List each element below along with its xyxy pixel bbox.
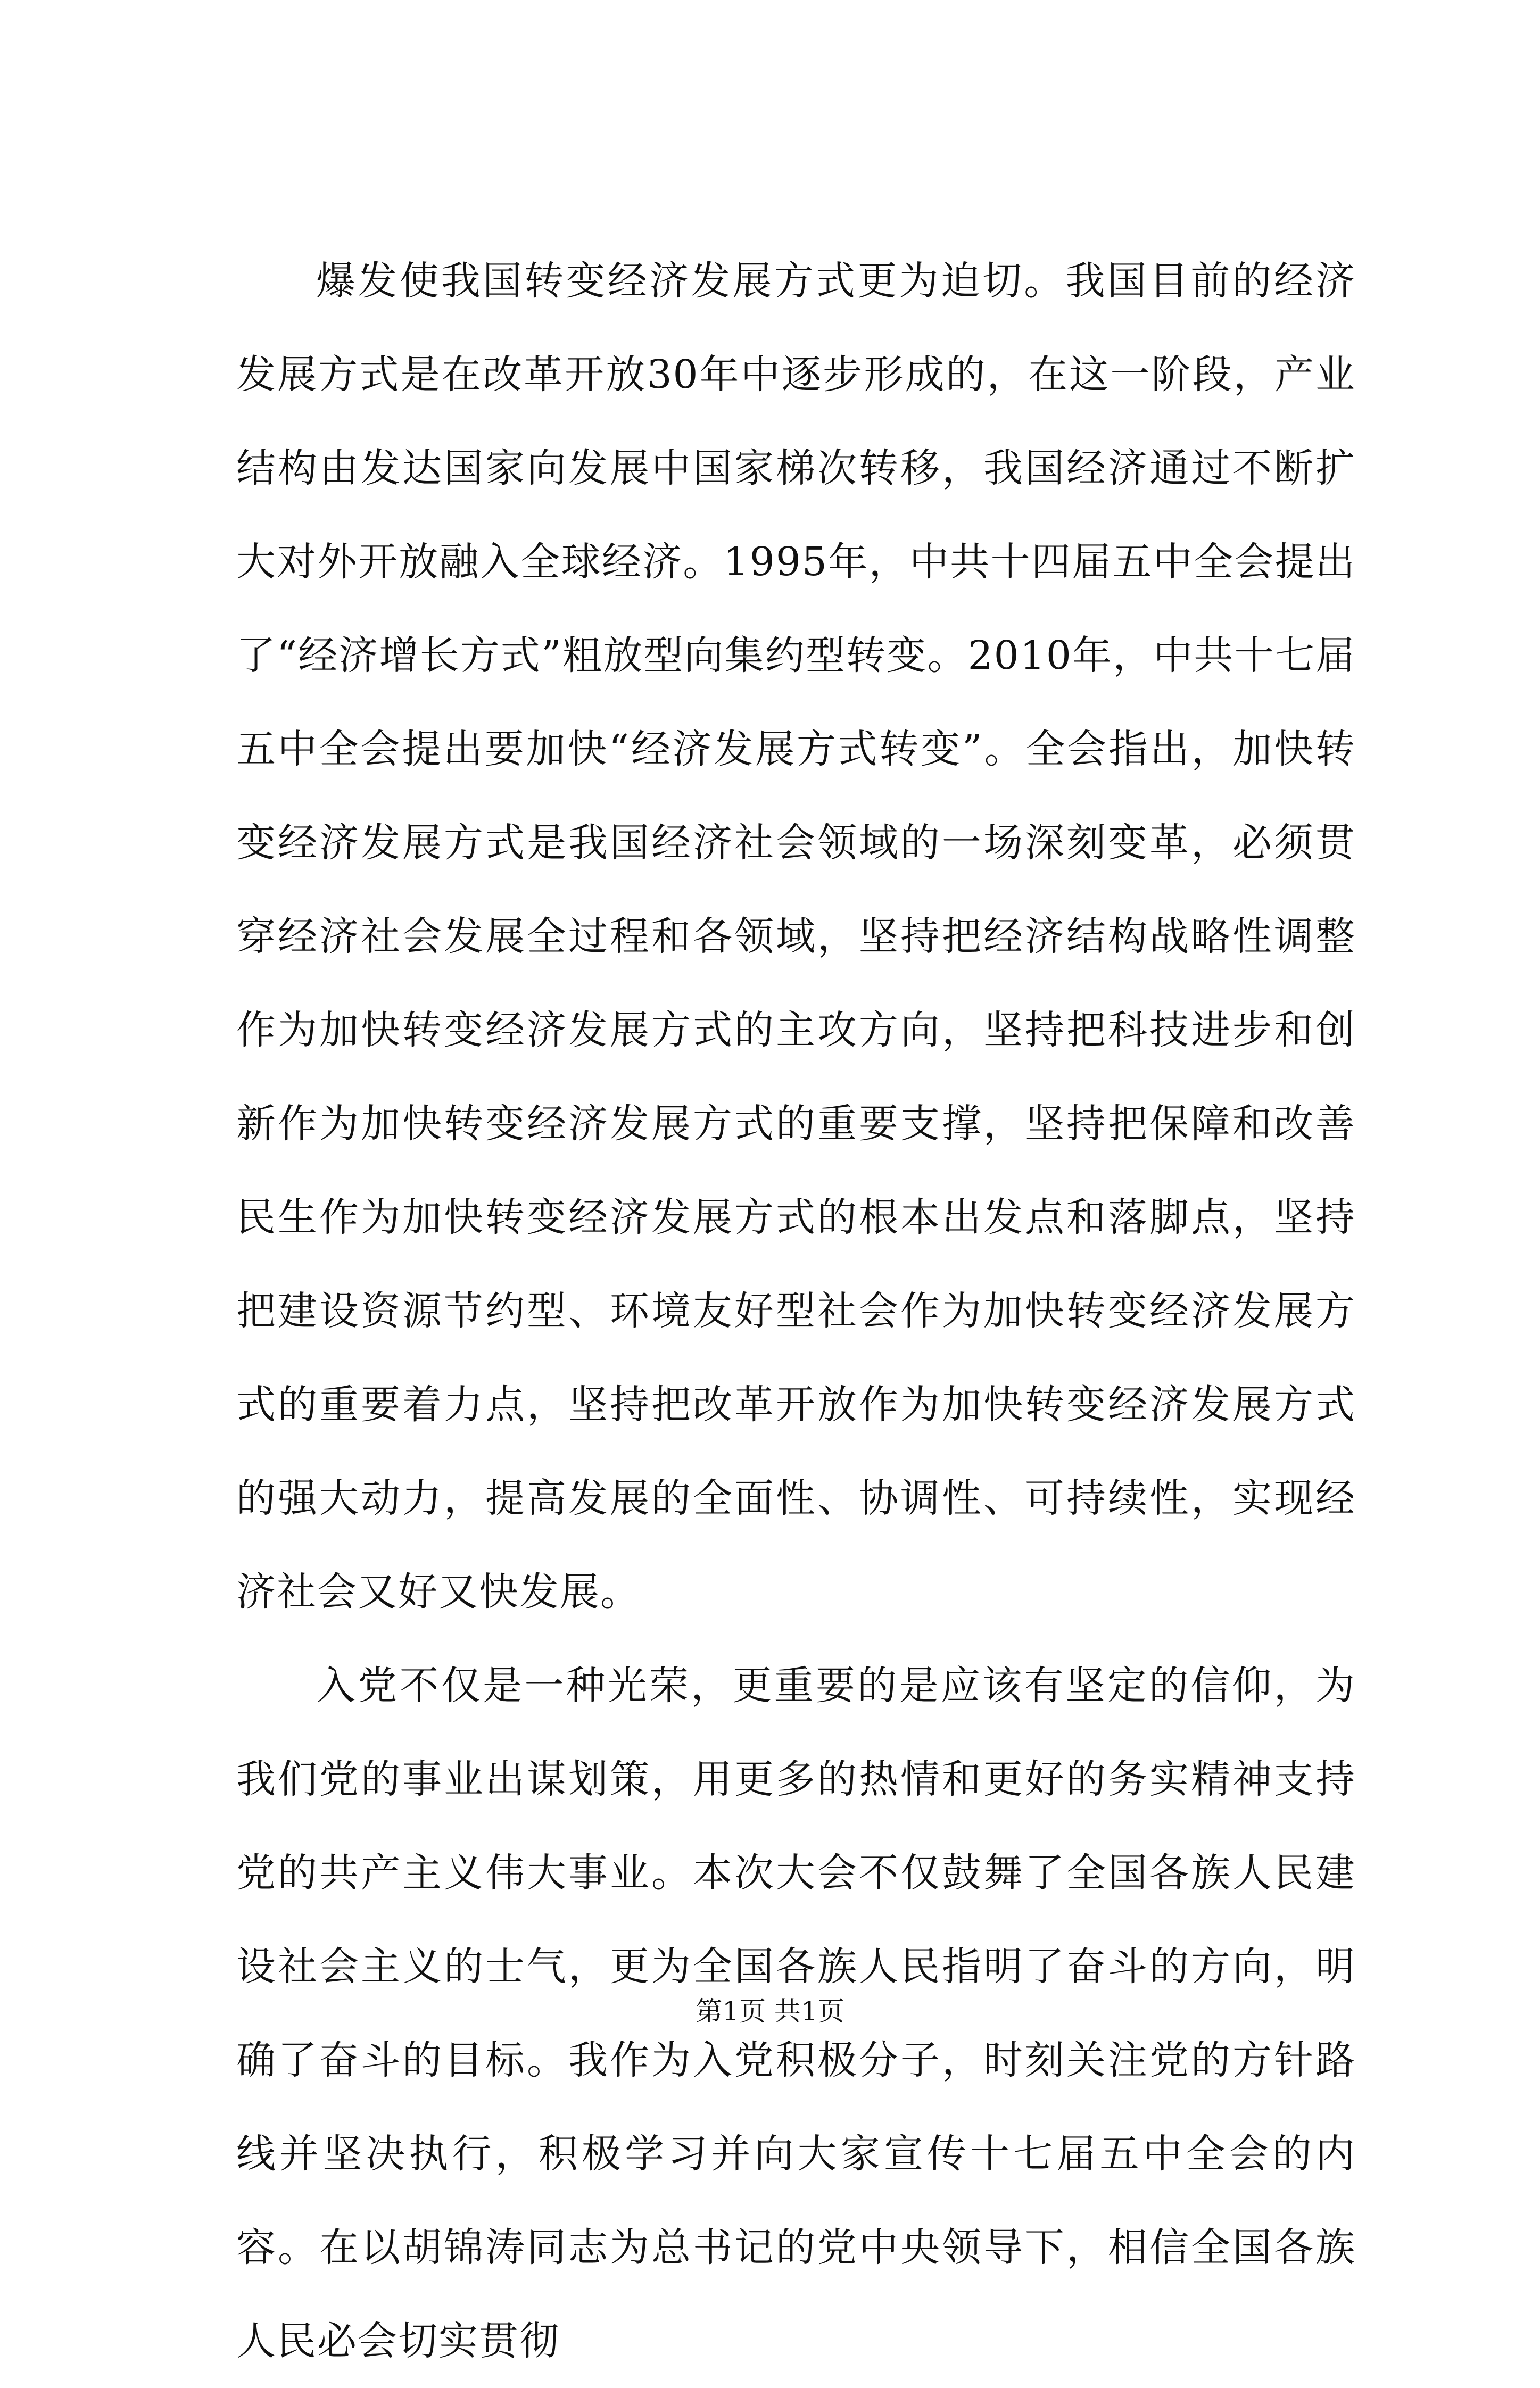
page-footer bbox=[0, 1990, 1540, 2033]
paragraph-party-membership: 入党不仅是一种光荣，更重要的是应该有坚定的信仰，为我们党的事业出谋划策，用更多的热情和更好的务实精神支持党的共产主义伟大事业。本次大会不仅鼓舞了全国各族人民建设社会主义的士气，更为全国各族人民指明了奋斗的方向，明确了奋斗的目标。我作为入党积极分子，时刻关注党的方针路线并坚决执行，积极学习并向大家宣传十七届五中全会的内容。在以胡锦涛同志为总书记的党中央领导下，相信全国各族人民必会切实贯彻 bbox=[236, 1663, 1356, 2364]
paragraph-economic-development: 爆发使我国转变经济发展方式更为迫切。我国目前的经济发展方式是在改革开放30年中逐步形成的，在这一阶段，产业结构由发达国家向发展中国家梯次转移，我国经济通过不断扩大对外开放融入全球经济。1995年，中共十四届五中全会提出了“经济增长方式”粗放型向集约型转变。2010年，中共十七届五中全会提出要加快“经济发展方式转变”。全会指出，加快转变经济发展方式是我国经济社会领域的一场深刻变革，必须贯穿经济社会发展全过程和各领域，坚持把经济结构战略性调整作为加快转变经济发展方式的主攻方向，坚持把科技进步和创新作为加快转变经济发展方式的重要支撑，坚持把保障和改善民生作为加快转变经济发展方式的根本出发点和落脚点，坚持把建设资源节约型、环境友好型社会作为加快转变经济发展方式的重要着力点，坚持把改革开放作为加快转变经济发展方式的强大动力，提高发展的全面性、协调性、可持续性，实现经济社会又好又快发展。 bbox=[236, 258, 1356, 1615]
page-number-label: 第1页 共1页 bbox=[696, 1996, 844, 2027]
document-body bbox=[236, 234, 1356, 2388]
